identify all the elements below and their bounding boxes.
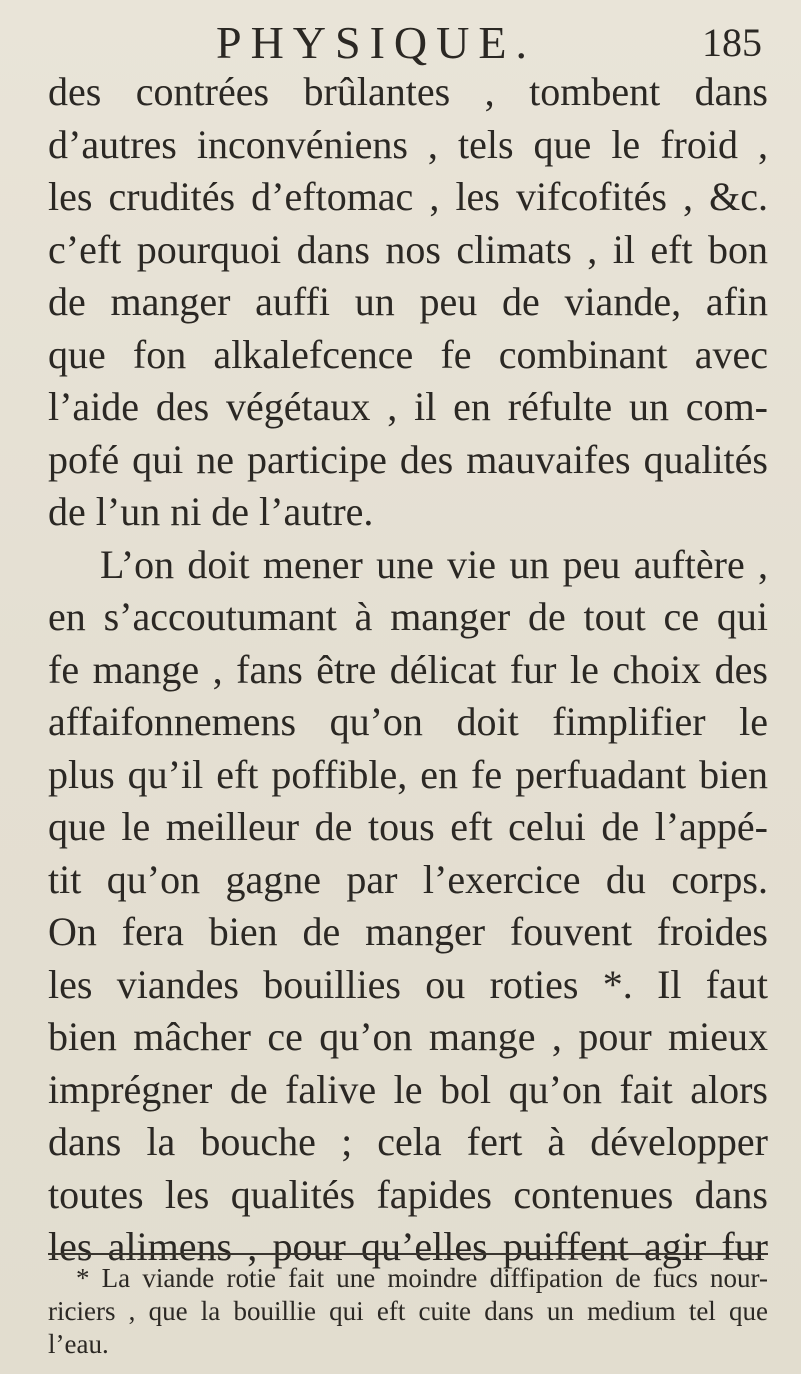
text-line: bien mâcher ce qu’on mange , pour mieux [48, 1014, 768, 1059]
footnote-line: * La viande rotie fait une moindre diffipation de fucs nour- [76, 1263, 768, 1293]
text-line: tit qu’on gagne par l’exercice du corps. [48, 856, 768, 902]
text-line: fe mange , fans être délicat fur le choix des [48, 646, 768, 692]
footnote [48, 1262, 768, 1361]
text-line: plus qu’il eft poffible, en fe perfuadant bien [48, 751, 768, 797]
footnote-divider [48, 1253, 768, 1255]
page-number: 185 [702, 20, 762, 65]
text-line: l’aide des végétaux , il en réfulte un com- [48, 384, 768, 429]
text-line: imprégner de falive le bol qu’on fait alors [48, 1066, 768, 1112]
footnote-line: l’eau. [48, 1329, 109, 1359]
text-line: que le meilleur de tous eft celui de l’appé- [48, 804, 768, 849]
page-header [0, 18, 801, 68]
text-line: On fera bien de manger fouvent froides [48, 909, 768, 954]
text-line: que fon alkalefcence fe combinant avec [48, 331, 768, 377]
text-line: d’autres inconvéniens , tels que le froid , [48, 121, 768, 167]
text-line: les crudités d’eftomac , les vifcofités , &c. [48, 174, 768, 219]
text-line: c’eft pourquoi dans nos climats , il eft bon [48, 226, 768, 272]
text-line: les viandes bouillies ou roties *. Il faut [48, 961, 768, 1007]
text-line: de manger auffi un peu de viande, afin [48, 279, 768, 324]
text-line: en s’accoutumant à manger de tout ce qui [48, 594, 768, 639]
text-line: dans la bouche ; cela fert à développer [48, 1119, 768, 1164]
text-line: pofé qui ne participe des mauvaifes qualités [48, 436, 768, 482]
text-line: de l’un ni de l’autre. [48, 489, 374, 534]
footnote-line: riciers , que la bouillie qui eft cuite dans un medium tel que [48, 1296, 768, 1326]
text-line: des contrées brûlantes , tombent dans [48, 69, 768, 114]
text-line: les alimens , pour qu’elles puiffent agir fur [48, 1224, 768, 1269]
body-text [48, 66, 768, 1274]
running-title: PHYSIQUE. [216, 17, 536, 68]
paragraph-start-line: L’on doit mener une vie un peu auftère , [100, 541, 768, 587]
text-line: toutes les qualités fapides contenues dans [48, 1171, 768, 1217]
text-line: affaifonnemens qu’on doit fimplifier le [48, 699, 768, 744]
